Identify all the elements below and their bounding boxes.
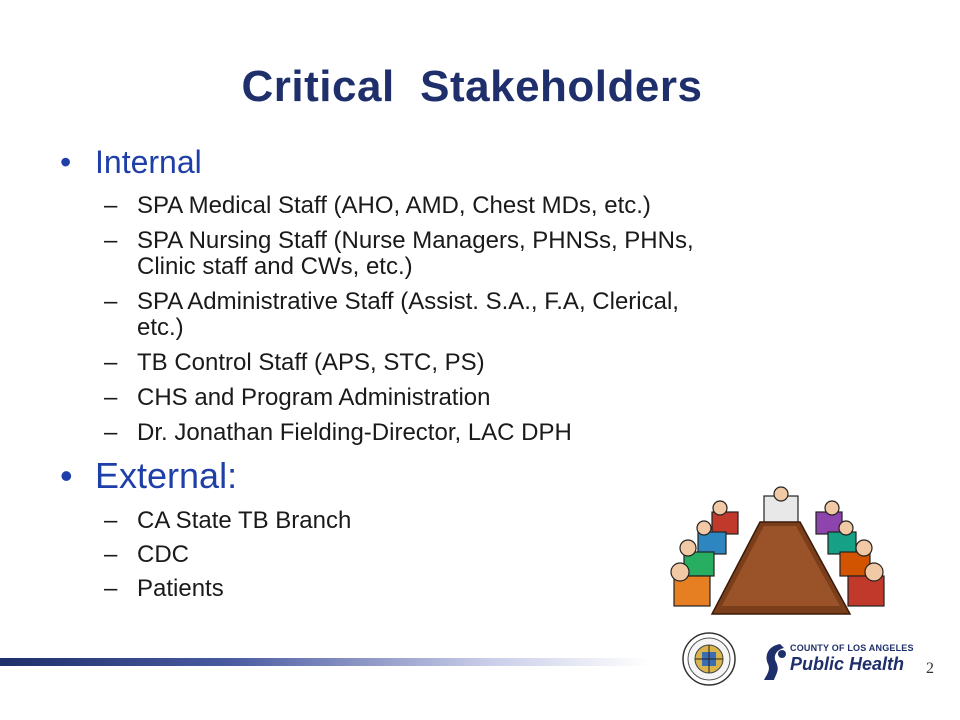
list-item	[60, 289, 920, 341]
list-item-text: Dr. Jonathan Fielding-Director, LAC DPH	[137, 419, 572, 446]
list-item	[60, 193, 920, 219]
logo-county-text: COUNTY OF LOS ANGELES	[790, 643, 914, 653]
footer-bar	[0, 658, 650, 666]
public-health-logo-icon	[762, 640, 914, 684]
dash-icon: –	[104, 541, 118, 568]
list-item-text: CHS and Program Administration	[137, 384, 491, 411]
public-health-emblem-icon	[762, 642, 788, 682]
internal-list	[60, 193, 920, 446]
external-heading-label: External:	[95, 455, 238, 496]
list-item-text: SPA Medical Staff (AHO, AMD, Chest MDs, etc.)	[137, 192, 651, 219]
logo-public-health-text: Public Health	[790, 654, 905, 674]
internal-heading	[60, 140, 920, 184]
dash-icon: –	[104, 384, 118, 411]
list-item-text: CDC	[137, 541, 189, 568]
bullet-icon: •	[60, 455, 73, 496]
list-item-text: SPA Administrative Staff (Assist. S.A., F.A, Clerical, etc.)	[137, 288, 679, 341]
list-item-text: SPA Nursing Staff (Nurse Managers, PHNSs, PHNs, Clinic staff and CWs, etc.)	[137, 227, 694, 280]
dash-icon: –	[104, 575, 118, 602]
list-item-text: TB Control Staff (APS, STC, PS)	[137, 349, 485, 376]
list-item-text: CA State TB Branch	[137, 507, 352, 534]
dash-icon: –	[104, 227, 118, 254]
dash-icon: –	[104, 419, 118, 446]
dash-icon: –	[104, 349, 118, 376]
dash-icon: –	[104, 192, 118, 219]
page-number: 2	[926, 660, 934, 677]
slide-title: Critical Stakeholders	[241, 62, 703, 111]
list-item	[60, 228, 920, 280]
list-item	[60, 420, 920, 446]
internal-heading-label: Internal	[95, 144, 202, 180]
list-item	[60, 350, 920, 376]
bullet-icon: •	[60, 144, 72, 180]
list-item	[60, 385, 920, 411]
county-seal-icon	[682, 632, 736, 686]
meeting-clipart-icon	[668, 486, 890, 624]
dash-icon: –	[104, 288, 118, 315]
list-item-text: Patients	[137, 575, 224, 602]
dash-icon: –	[104, 507, 118, 534]
